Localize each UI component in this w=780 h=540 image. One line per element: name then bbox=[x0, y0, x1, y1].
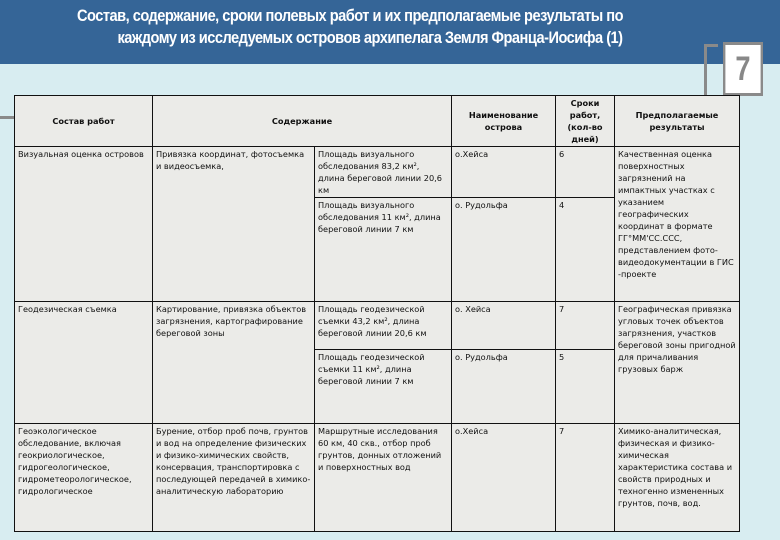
content-cell: Бурение, отбор проб почв, грунтов и вод на определение физических и физико-химических свойств, консервация, транспортировка с последующей передачей в химико-аналитическую лабораторию bbox=[153, 424, 315, 532]
results-cell: Качественная оценка поверхностных загрязнений на импактных участках с указанием географических координат в формате ГГ°ММ'СС.ССС, представлением фото-видеодокументации в ГИС -проекте bbox=[615, 147, 740, 302]
header-work: Состав работ bbox=[15, 96, 153, 147]
title-line-1: Состав, содержание, сроки полевых работ и их предполагаемые результаты по bbox=[77, 6, 623, 25]
days-cell: 4 bbox=[556, 198, 615, 302]
detail-cell: Площадь визуального обследования 83,2 км², длина береговой линии 20,6 км bbox=[315, 147, 452, 198]
header-island: Наименование острова bbox=[452, 96, 556, 147]
table-row bbox=[15, 424, 740, 532]
days-cell: 7 bbox=[556, 424, 615, 532]
work-cell: Геоэкологическое обследование, включая геокриологическое, гидрогеологическое, гидрометеорологическое, гидрологическое bbox=[15, 424, 153, 532]
header-content: Содержание bbox=[153, 96, 452, 147]
detail-cell: Площадь визуального обследования 11 км², длина береговой линии 7 км bbox=[315, 198, 452, 302]
work-cell: Визуальная оценка островов bbox=[15, 147, 153, 302]
divider-line bbox=[704, 44, 718, 47]
island-cell: о.Хейса bbox=[452, 147, 556, 198]
table-row bbox=[15, 302, 740, 350]
island-cell: о. Рудольфа bbox=[452, 198, 556, 302]
detail-cell: Площадь геодезической съемки 43,2 км², длина береговой линии 20,6 км bbox=[315, 302, 452, 350]
header-days: Сроки работ, (кол-во дней) bbox=[556, 96, 615, 147]
days-cell: 6 bbox=[556, 147, 615, 198]
work-cell: Геодезическая съемка bbox=[15, 302, 153, 424]
title-line-2: каждому из исследуемых островов архипелага Земля Франца-Иосифа (1) bbox=[117, 28, 623, 47]
detail-cell: Площадь геодезической съемки 11 км², длина береговой линии 7 км bbox=[315, 350, 452, 424]
header-results: Предполагаемые результаты bbox=[615, 96, 740, 147]
days-cell: 7 bbox=[556, 302, 615, 350]
title-banner bbox=[0, 0, 780, 64]
results-cell: Географическая привязка угловых точек объектов загрязнения, участков береговой зоны пригодной для причаливания грузовых барж bbox=[615, 302, 740, 424]
island-cell: о. Хейса bbox=[452, 302, 556, 350]
works-table bbox=[14, 95, 740, 532]
island-cell: о. Рудольфа bbox=[452, 350, 556, 424]
days-cell: 5 bbox=[556, 350, 615, 424]
island-cell: о.Хейса bbox=[452, 424, 556, 532]
slide-number: 7 bbox=[723, 42, 763, 96]
table-row bbox=[15, 147, 740, 198]
results-cell: Химико-аналитическая, физическая и физико-химическая характеристика состава и свойств природных и техногенно измененных грунтов, почв, вод. bbox=[615, 424, 740, 532]
detail-cell: Маршрутные исследования 60 км, 40 скв., отбор проб грунтов, донных отложений и поверхностных вод bbox=[315, 424, 452, 532]
content-cell: Привязка координат, фотосъемка и видеосъемка, bbox=[153, 147, 315, 302]
content-cell: Картирование, привязка объектов загрязнения, картографирование береговой зоны bbox=[153, 302, 315, 424]
